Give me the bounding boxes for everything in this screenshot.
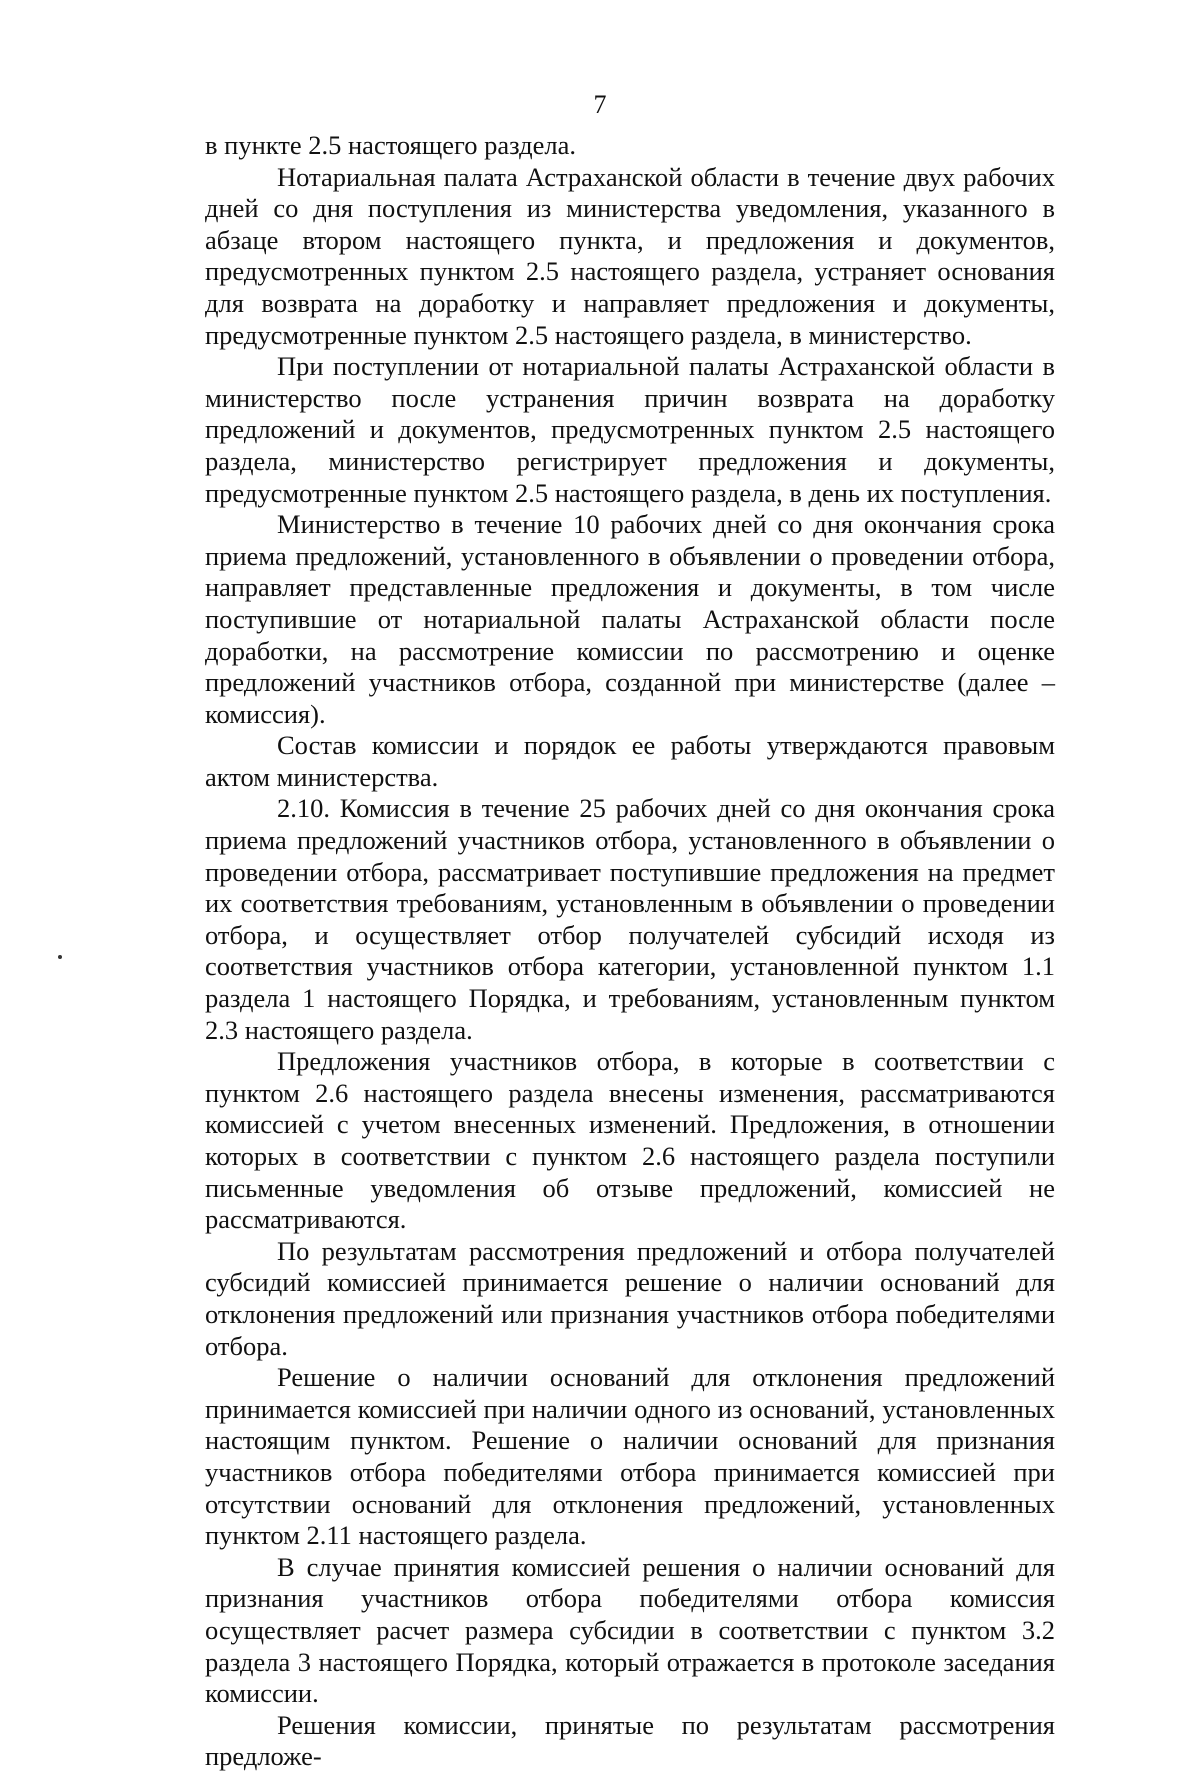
paragraph-ministry-referral: Министерство в течение 10 рабочих дней со дня окончания срока приема предложений, установленного в объявлении о проведении отбора, направляет представленные предложения и документы, в том числе поступившие от нотариальной палаты Астраханской области после доработки, на рассмотрение комиссии по рассмотрению и оценке предложений участников отбора, созданной при министерстве (далее – комиссия). <box>205 509 1055 729</box>
paragraph-commission-decisions: Решения комиссии, принятые по результатам рассмотрения предложе- <box>205 1709 1055 1772</box>
paragraph-review-results: По результатам рассмотрения предложений и отбора получателей субсидий комиссией принимается решение о наличии оснований для отклонения предложений или признания участников отбора победителями отбора. <box>205 1235 1055 1361</box>
page-number: 7 <box>593 90 607 119</box>
paragraph-2-10: 2.10. Комиссия в течение 25 рабочих дней со дня окончания срока приема предложений участников отбора, установленного в объявлении о проведении отбора, рассматривает поступившие предложения на предмет их соответствия требованиям, установленным в объявлении о проведении отбора, и осуществляет отбор получателей субсидий исходя из соответствия участников отбора категории, установленной пунктом 1.1 раздела 1 настоящего Порядка, и требованиям, установленным пунктом 2.3 настоящего раздела. <box>205 793 1055 1045</box>
paragraph-continuation: в пункте 2.5 настоящего раздела. <box>205 130 576 160</box>
scan-speck <box>58 955 62 959</box>
paragraph-commission-composition: Состав комиссии и порядок ее работы утверждаются правовым актом министерства. <box>205 730 1055 792</box>
paragraph-receipt-registration: При поступлении от нотариальной палаты Астраханской области в министерство после устранения причин возврата на доработку предложений и документов, предусмотренных пунктом 2.5 настоящего раздела, министерство регистрирует предложения и документы, предусмотренные пунктом 2.5 настоящего раздела, в день их поступления. <box>205 351 1055 508</box>
paragraph-rejection-decision: Решение о наличии оснований для отклонения предложений принимается комиссией при наличии одного из оснований, установленных настоящим пунктом. Решение о наличии оснований для признания участников отбора победителями отбора принимается комиссией при отсутствии оснований для отклонения предложений, установленных пунктом 2.11 настоящего раздела. <box>205 1362 1055 1551</box>
paragraph-subsidy-calculation: В случае принятия комиссией решения о наличии оснований для признания участников отбора победителями отбора комиссия осуществляет расчет размера субсидии в соответствии с пунктом 3.2 раздела 3 настоящего Порядка, который отражается в протоколе заседания комиссии. <box>205 1551 1055 1709</box>
document-body <box>205 130 1055 1773</box>
paragraph-amended-proposals: Предложения участников отбора, в которые в соответствии с пунктом 2.6 настоящего раздела внесены изменения, рассматриваются комиссией с учетом внесенных изменений. Предложения, в отношении которых в соответствии с пунктом 2.6 настоящего раздела поступили письменные уведомления об отзыве предложений, комиссией не рассматриваются. <box>205 1046 1055 1235</box>
paragraph-notary-chamber: Нотариальная палата Астраханской области в течение двух рабочих дней со дня поступления из министерства уведомления, указанного в абзаце втором настоящего пункта, и предложения и документов, предусмотренных пунктом 2.5 настоящего раздела, устраняет основания для возврата на доработку и направляет предложения и документы, предусмотренные пунктом 2.5 настоящего раздела, в министерство. <box>205 161 1055 350</box>
